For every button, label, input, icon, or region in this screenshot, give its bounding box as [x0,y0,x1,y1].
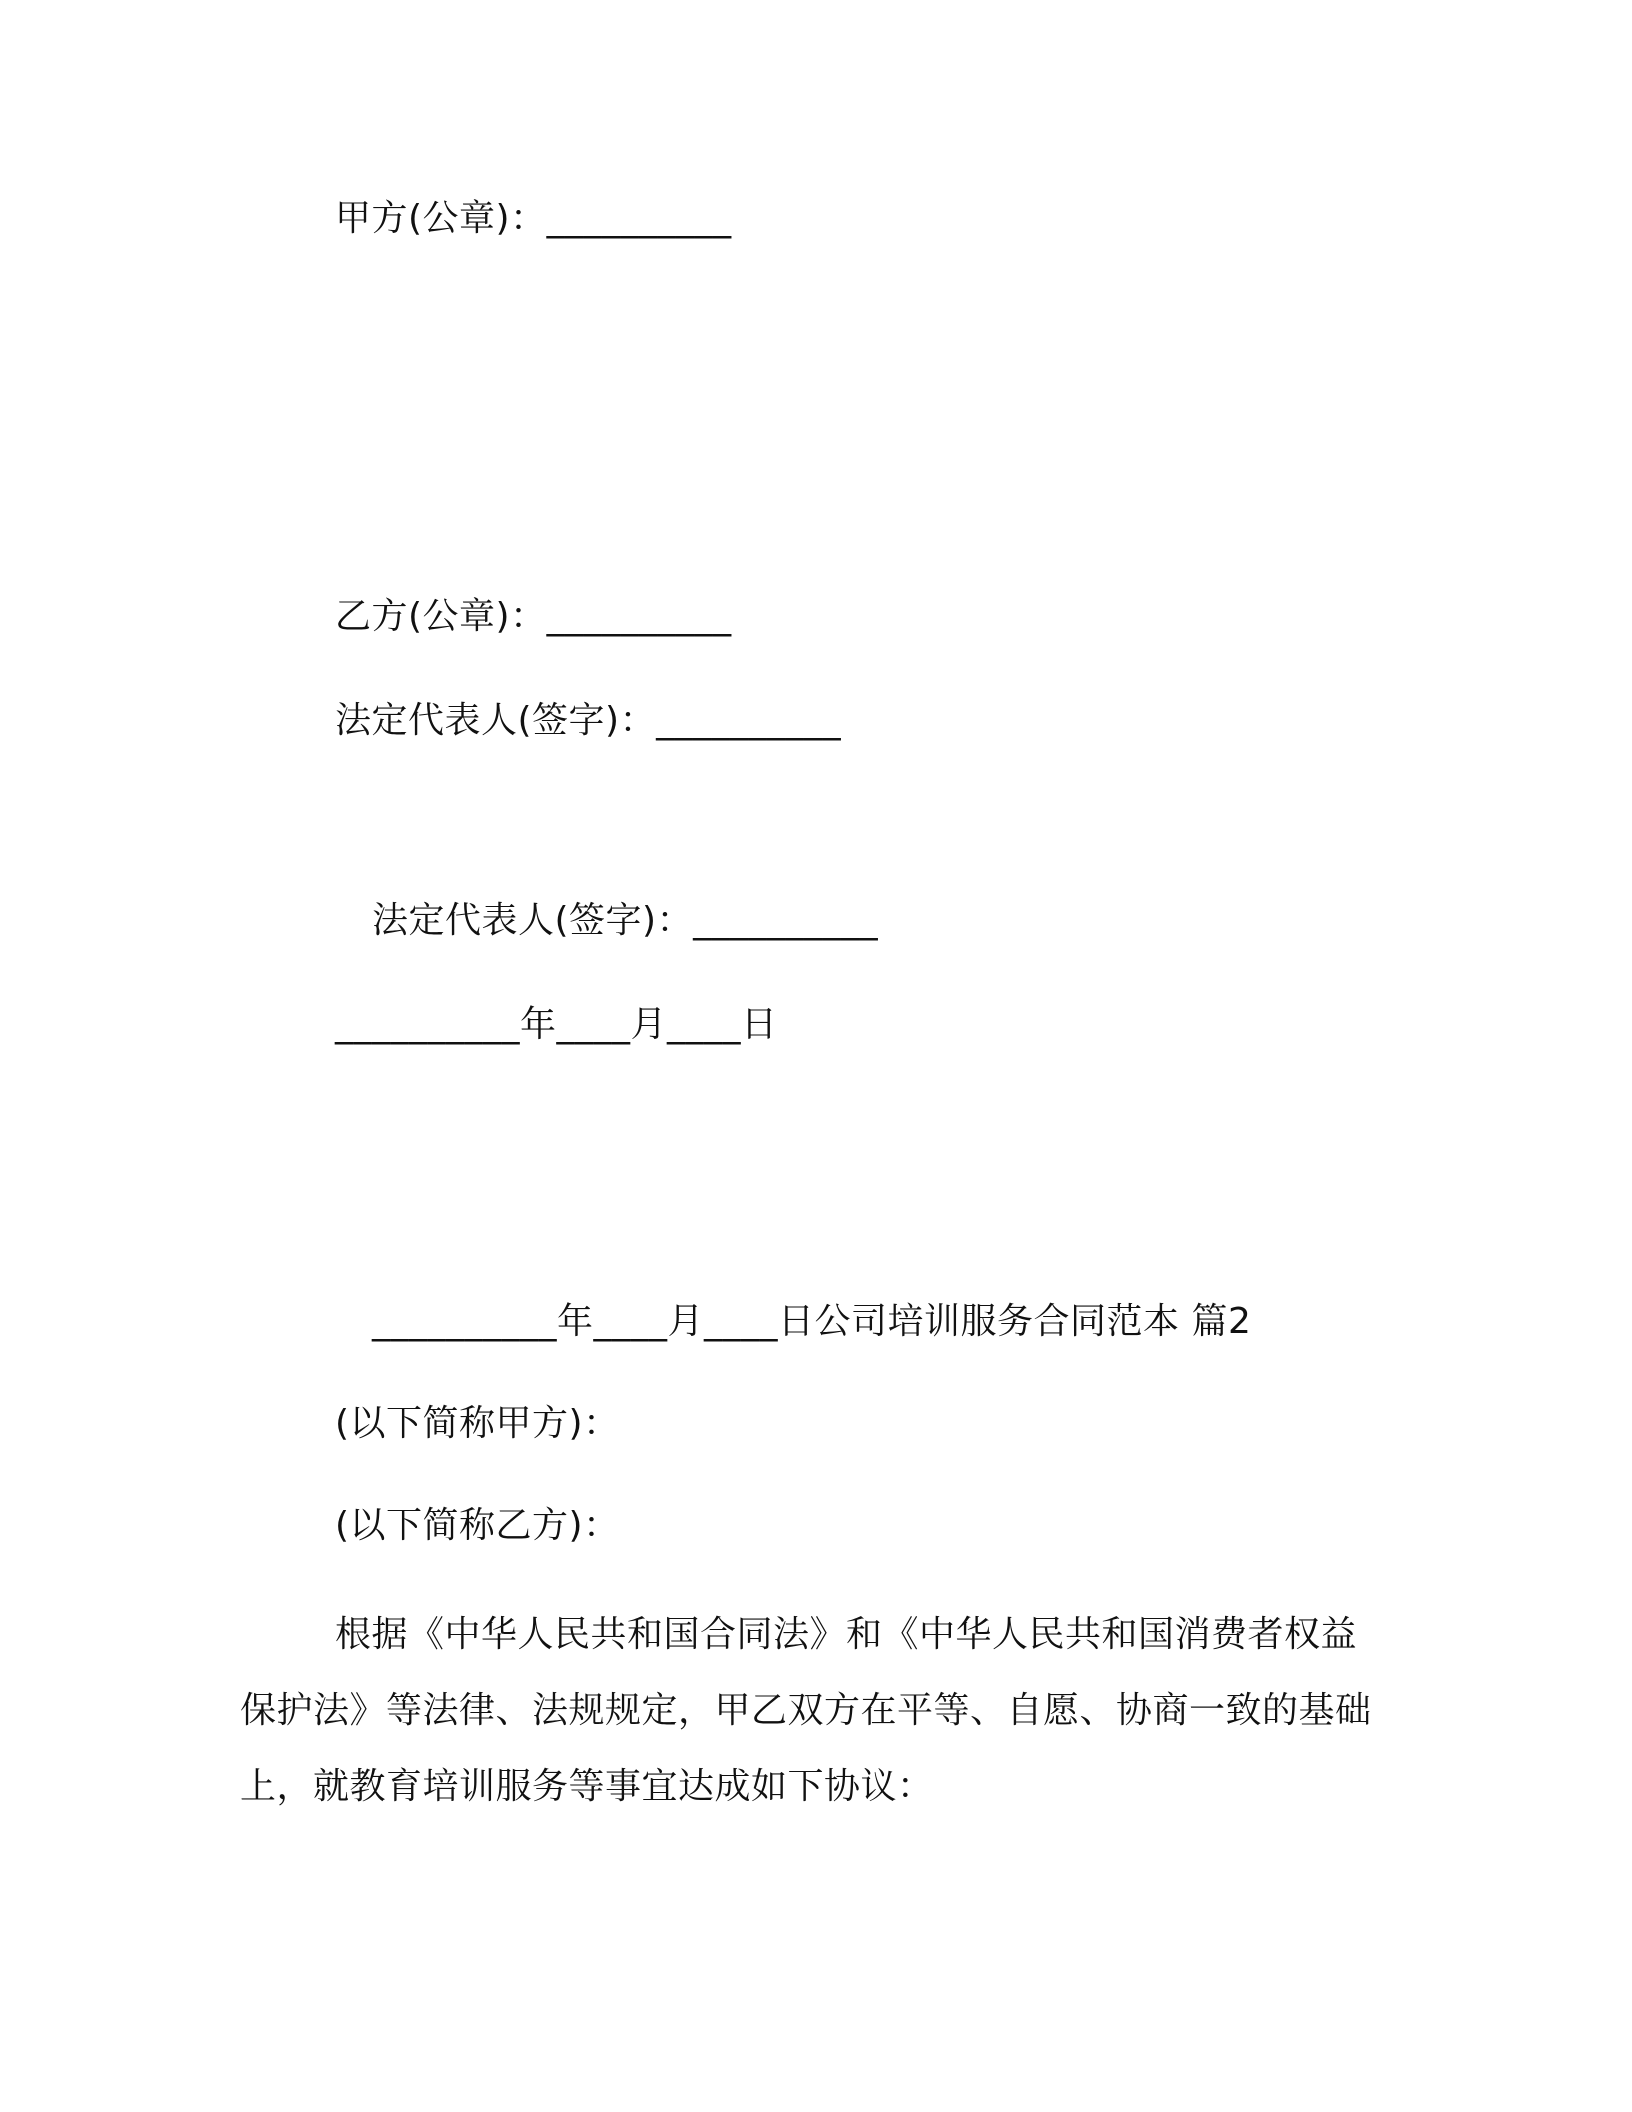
party-b-seal-line: 乙方(公章)：__________ [335,596,732,637]
party-b-short-name: (以下简称乙方)： [335,1505,620,1546]
intro-paragraph: 根据《中华人民共和国合同法》和《中华人民共和国消费者权益保护法》等法律、法规规定，甲乙双方在平等、自愿、协商一致的基础上，就教育培训服务等事宜达成如下协议： [240,1614,1372,1807]
party-a-seal-line: 甲方(公章)：__________ [335,198,732,239]
legal-rep-signature-line-2: 法定代表人(签字)：__________ [372,900,879,941]
section-heading: __________年____月____日公司培训服务合同范本 篇2 [372,1301,1252,1342]
legal-rep-signature-line: 法定代表人(签字)：__________ [335,700,842,741]
party-a-short-name: (以下简称甲方)： [335,1403,620,1444]
date-line: __________年____月____日 [335,1004,778,1045]
